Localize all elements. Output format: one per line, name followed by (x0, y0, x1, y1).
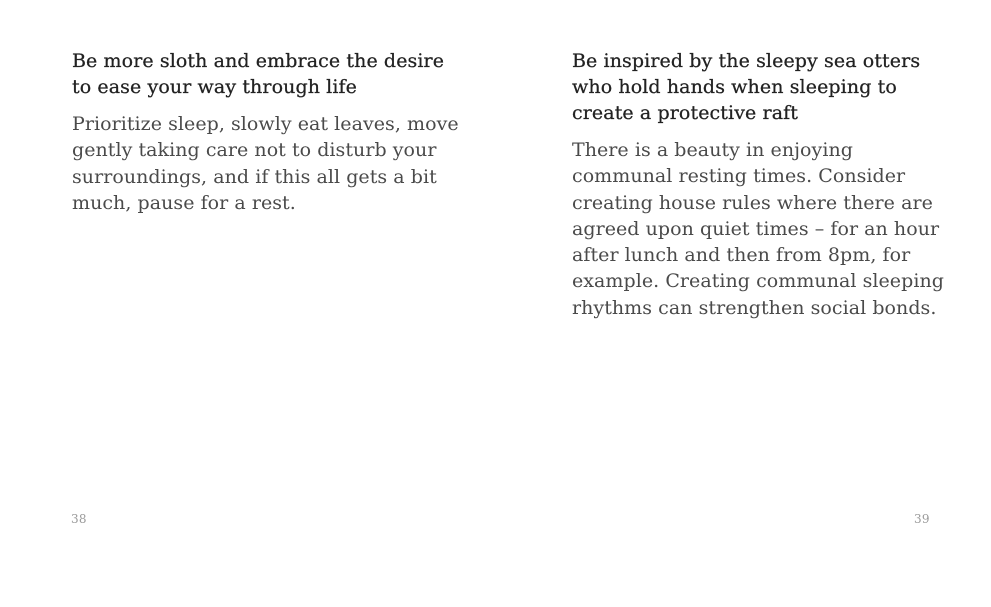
left-page (0, 0, 495, 607)
heading-line: Be more sloth and embrace the desire (72, 50, 445, 72)
right-page-number: 39 (914, 512, 930, 526)
left-page-body (72, 111, 492, 216)
body-line: Prioritize sleep, slowly eat leaves, move (72, 113, 459, 135)
right-page (495, 0, 991, 607)
body-line: creating house rules where there are (572, 191, 933, 214)
body-line: example. Creating communal sleeping (572, 270, 944, 293)
right-page-heading (572, 48, 972, 126)
body-line: rhythms can strengthen social bonds. (572, 296, 937, 319)
body-line: agreed upon quiet times – for an hour (572, 217, 940, 240)
body-line: communal resting times. Consider (572, 165, 906, 188)
heading-line: create a protective raft (572, 102, 798, 124)
body-line: There is a beauty in enjoying (572, 139, 853, 161)
left-page-heading (72, 48, 472, 100)
body-line: surroundings, and if this all gets a bit (72, 165, 437, 188)
left-page-number: 38 (71, 512, 87, 526)
body-line: much, pause for a rest. (72, 191, 296, 214)
heading-line: who hold hands when sleeping to (572, 76, 897, 98)
heading-line: to ease your way through life (72, 76, 358, 98)
body-line: gently taking care not to disturb your (72, 139, 437, 162)
right-page-body (572, 137, 982, 321)
body-line: after lunch and then from 8pm, for (572, 244, 911, 267)
heading-line: Be inspired by the sleepy sea otters (572, 50, 921, 72)
